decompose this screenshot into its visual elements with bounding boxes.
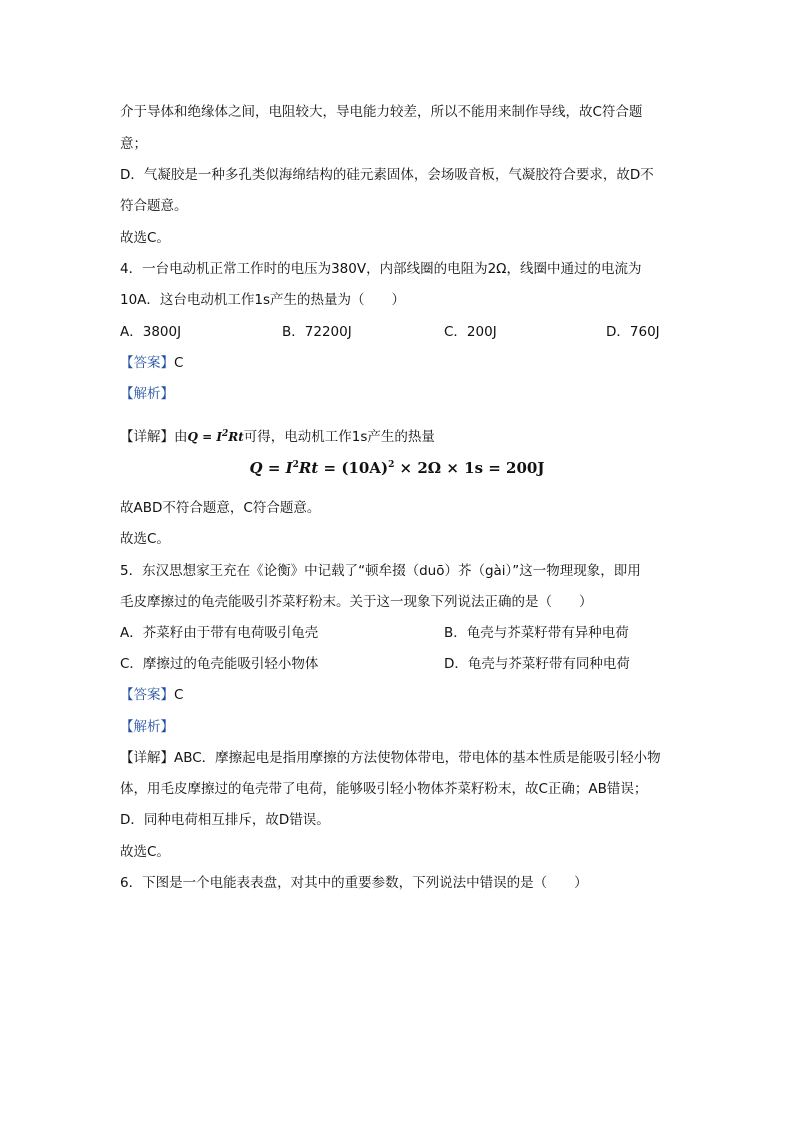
question-4-stem: 10A．这台电动机工作1s产生的热量为（ ） [120, 292, 406, 308]
detail-text: 由 [174, 429, 188, 445]
q4-option-a: A．3800J [120, 324, 182, 340]
q4-analysis-line [120, 384, 174, 404]
answer-tag: 【答案】 [120, 355, 174, 371]
text-line: 故选C。 [120, 230, 170, 246]
detail-tag: 【详解】 [120, 750, 174, 766]
q5-option-c: C．摩擦过的龟壳能吸引轻小物体 [120, 656, 319, 672]
analysis-tag: 【解析】 [120, 386, 174, 402]
text-line: 故ABD不符合题意，C符合题意。 [120, 500, 321, 516]
detail-text: ABC．摩擦起电是指用摩擦的方法使物体带电，带电体的基本性质是能吸引轻小物 [174, 750, 661, 766]
detail-tag: 【详解】 [120, 429, 174, 445]
q5-option-d: D．龟壳与芥菜籽带有同种电荷 [444, 656, 630, 672]
heat-formula: $Q = I^2Rt = (10A)^2 \times 2\Omega \times 1s = 200J$ [249, 459, 545, 477]
question-6-stem: 6．下图是一个电能表表盘，对其中的重要参数，下列说法中错误的是（ ） [120, 875, 588, 891]
text-line: 体，用毛皮摩擦过的龟壳带了电荷，能够吸引轻小物体芥菜籽粉末，故C正确；AB错误； [120, 781, 648, 797]
inline-formula: $Q = I^2Rt$ [187, 429, 244, 444]
answer-tag: 【答案】 [120, 687, 174, 703]
answer-value: C [174, 687, 184, 703]
q4-detail-line [120, 424, 435, 447]
q4-option-d: D．760J [606, 324, 660, 340]
question-5-stem: 5．东汉思想家王充在《论衡》中记载了“顿牟掇（duō）芥（gài）”这一物理现象，即用 [120, 563, 641, 579]
analysis-tag: 【解析】 [120, 719, 174, 735]
text-line: D．气凝胶是一种多孔类似海绵结构的硅元素固体，会场吸音板，气凝胶符合要求，故D不 [120, 167, 654, 183]
q5-option-a: A．芥菜籽由于带有电荷吸引龟壳 [120, 625, 319, 641]
q5-analysis-line [120, 717, 174, 737]
q4-answer-line [120, 353, 183, 373]
text-line: 符合题意。 [120, 198, 188, 214]
q5-option-b: B．龟壳与芥菜籽带有异种电荷 [444, 625, 629, 641]
text-line: 介于导体和绝缘体之间，电阻较大，导电能力较差，所以不能用来制作导线，故C符合题 [120, 104, 643, 120]
text-line: D．同种电荷相互排斥，故D错误。 [120, 812, 330, 828]
q4-option-c: C．200J [444, 324, 497, 340]
answer-value: C [174, 355, 184, 371]
q5-detail-line [120, 748, 661, 768]
detail-text: 可得，电动机工作1s产生的热量 [243, 429, 435, 445]
text-line: 意； [120, 136, 147, 152]
text-line: 故选C。 [120, 844, 170, 860]
q5-answer-line [120, 685, 183, 705]
text-line: 故选C。 [120, 531, 170, 547]
question-5-stem: 毛皮摩擦过的龟壳能吸引芥菜籽粉末。关于这一现象下列说法正确的是（ ） [120, 594, 593, 610]
question-4-stem: 4．一台电动机正常工作时的电压为380V，内部线圈的电阻为2Ω，线圈中通过的电流为 [120, 261, 642, 277]
q4-option-b: B．72200J [282, 324, 352, 340]
